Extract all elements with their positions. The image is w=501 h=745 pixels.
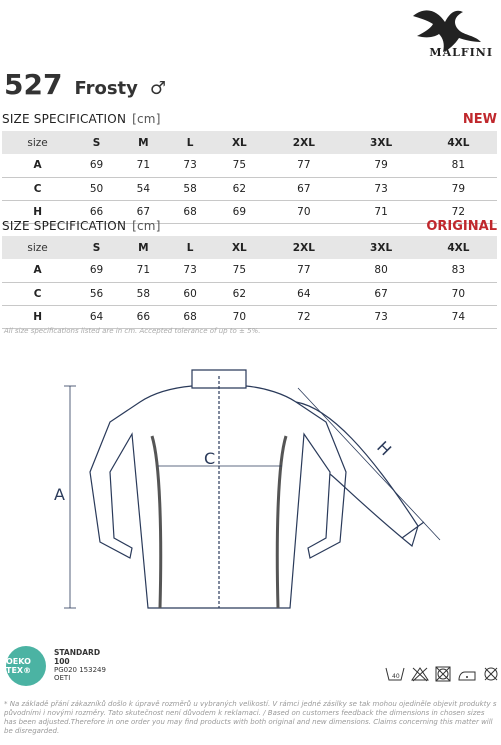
table-cell: 79	[451, 182, 466, 195]
table-cell: 71	[136, 159, 151, 172]
row-label: A	[33, 264, 42, 277]
table-cell: 50	[89, 182, 104, 195]
column-header: S	[92, 241, 101, 254]
column-header: 2XL	[292, 136, 315, 149]
table-cell: 72	[451, 205, 466, 218]
iron-low-icon	[457, 666, 477, 682]
spec-original-label: SIZE SPECIFICATION	[2, 219, 127, 233]
table-cell: 73	[183, 159, 197, 172]
table-cell: 66	[89, 205, 104, 218]
product-name: Frosty	[74, 78, 138, 99]
brand-name: MALFINI	[429, 46, 493, 59]
table-cell: 66	[136, 310, 151, 323]
jacket-cuff-right	[402, 522, 424, 538]
spec-new-label: SIZE SPECIFICATION	[2, 112, 127, 126]
column-header: XL	[231, 136, 247, 149]
table-cell: 73	[374, 182, 388, 195]
table-cell: 69	[89, 264, 104, 277]
column-header: 3XL	[370, 241, 393, 254]
table-cell: 71	[136, 264, 151, 277]
spec-original-unit: [cm]	[132, 219, 161, 233]
oeko-code: PG020 153249	[54, 666, 106, 674]
table-header-row	[2, 131, 497, 154]
row-label: H	[33, 205, 42, 218]
table-cell: 70	[297, 205, 311, 218]
jacket-side-panel-right	[277, 436, 286, 608]
no-dry-clean-icon	[483, 666, 499, 682]
table-cell: 71	[374, 205, 388, 218]
oeko-institute: OETI	[54, 674, 71, 682]
table-cell: 62	[232, 287, 247, 300]
column-header: 4XL	[447, 136, 470, 149]
label-h: H	[373, 437, 396, 460]
table-cell: 77	[297, 264, 311, 277]
table-row	[2, 154, 497, 177]
spec-original-tag: ORIGINAL	[426, 219, 497, 234]
spec-new-heading	[2, 112, 497, 127]
gender-symbol: ♂	[149, 78, 167, 99]
care-icons	[385, 666, 499, 682]
spec-new-tag: NEW	[462, 112, 497, 127]
table-cell: 64	[89, 310, 104, 323]
column-header: XL	[231, 241, 247, 254]
row-label: H	[33, 310, 42, 323]
table-cell: 70	[451, 287, 466, 300]
table-cell: 73	[183, 264, 197, 277]
column-header: size	[27, 136, 48, 149]
column-header: L	[186, 241, 194, 254]
row-label: C	[33, 182, 42, 195]
table-cell: 75	[232, 159, 247, 172]
table-cell: 80	[374, 264, 388, 277]
measure-line-h	[298, 388, 440, 540]
jacket-sleeve-right	[296, 402, 418, 546]
row-label: A	[33, 159, 42, 172]
label-a: A	[54, 485, 65, 504]
row-label: C	[33, 287, 42, 300]
table-cell: 72	[297, 310, 311, 323]
table-cell: 81	[451, 159, 466, 172]
table-row	[2, 305, 497, 328]
table-cell: 75	[232, 264, 247, 277]
disclaimer: * Na základě přání zákazníků došlo k úpravě rozměrů u vybraných velikostí. V rámci jedné zásilky se tak mohou ojediněle objevit produkty s původními i novými rozměry. Tato skutečnost není důvodem k reklamaci. / Based on customers feedback the dimensions in chosen sizes has been adjusted.Therefore in one order you may find products with both original and new dimensions. Claims concerning this matter will be disregarded.	[4, 700, 497, 735]
oeko-tex-badge	[6, 646, 106, 686]
table-cell: 67	[297, 182, 311, 195]
table-cell: 69	[232, 205, 247, 218]
jacket-side-panel-left	[152, 436, 161, 608]
table-cell: 77	[297, 159, 311, 172]
table-cell: 79	[374, 159, 388, 172]
oeko-tex-logo: OEKO TEX®	[6, 646, 46, 686]
product-title	[4, 68, 166, 101]
table-cell: 64	[297, 287, 311, 300]
table-header-row	[2, 236, 497, 259]
spec-original-heading	[2, 219, 497, 234]
column-header: M	[138, 136, 149, 149]
oeko-standard-num: 100	[54, 657, 70, 666]
table-row	[2, 282, 497, 305]
table-cell: 83	[451, 264, 466, 277]
table-cell: 62	[232, 182, 247, 195]
table-cell: 67	[374, 287, 388, 300]
table-row	[2, 259, 497, 282]
column-header: 4XL	[447, 241, 470, 254]
table-cell: 58	[183, 182, 197, 195]
jacket-body-outline	[90, 386, 346, 608]
column-header: M	[138, 241, 149, 254]
table-cell: 68	[183, 205, 197, 218]
spec-new-table	[2, 131, 497, 224]
jacket-measurement-diagram	[40, 362, 480, 622]
label-c: C	[204, 449, 216, 468]
oeko-standard: STANDARD	[54, 648, 101, 657]
table-cell: 68	[183, 310, 197, 323]
table-cell: 69	[89, 159, 104, 172]
table-row	[2, 177, 497, 200]
wash-40-label: 40	[392, 673, 400, 680]
no-tumble-dry-icon	[435, 666, 451, 682]
table-cell: 54	[136, 182, 151, 195]
wash-40-icon	[385, 666, 405, 682]
table-cell: 73	[374, 310, 388, 323]
column-header: L	[186, 136, 194, 149]
spec-original-table	[2, 236, 497, 329]
column-header: size	[27, 241, 48, 254]
table-cell: 58	[136, 287, 151, 300]
no-bleach-icon	[411, 666, 429, 682]
tolerance-note: All size specifications listed are in cm. Accepted tolerance of up to ± 5%.	[4, 327, 261, 335]
column-header: S	[92, 136, 101, 149]
table-cell: 56	[89, 287, 104, 300]
table-cell: 67	[136, 205, 151, 218]
product-number: 527	[4, 68, 63, 101]
spec-new-unit: [cm]	[132, 112, 161, 126]
table-cell: 74	[451, 310, 466, 323]
table-cell: 60	[183, 287, 197, 300]
column-header: 3XL	[370, 136, 393, 149]
table-cell: 70	[232, 310, 247, 323]
column-header: 2XL	[292, 241, 315, 254]
